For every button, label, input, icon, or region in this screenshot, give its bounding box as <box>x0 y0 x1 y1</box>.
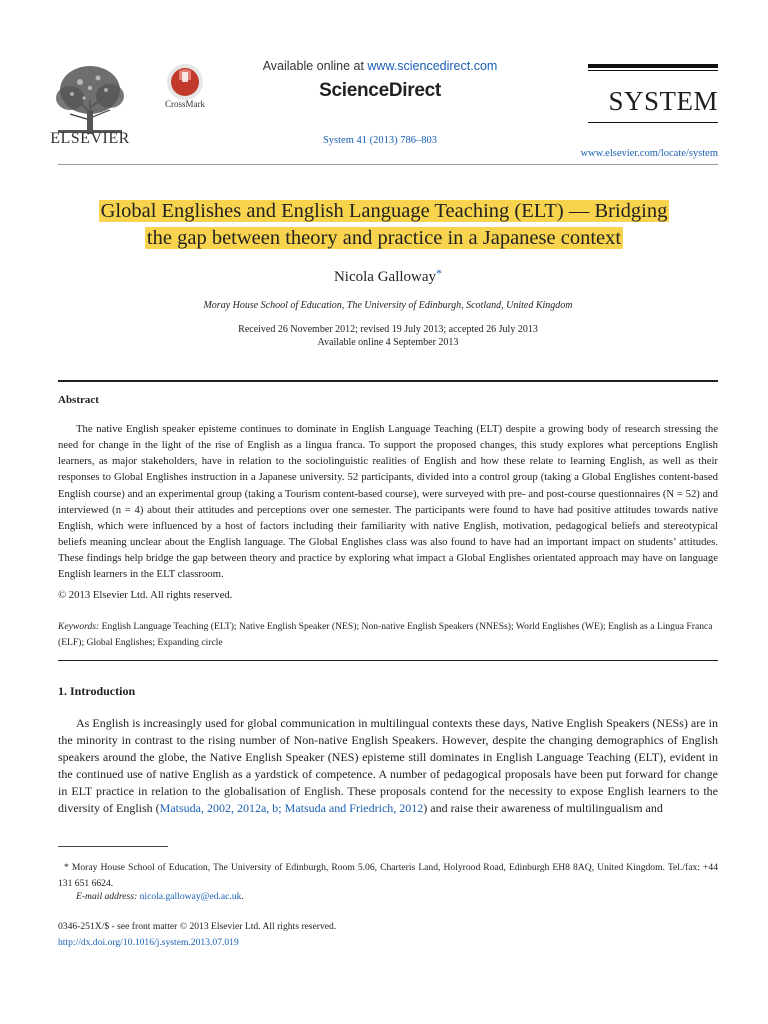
doi-link[interactable]: http://dx.doi.org/10.1016/j.system.2013.07.019 <box>58 936 239 948</box>
abstract-paragraph: The native English speaker episteme continues to dominate in English Language Teaching (ELT) despite a growing body of research stressing the need for change in the light of the rise of English as a lingua franca. To support the proposed changes, this study explores what perceptions English learners, as major stakeholders, have in relation to the sociolinguistic realities of English and how these relate to learning English, as well as their responses to Global Englishes instruction in a Japanese university. 52 participants, divided into a control group (taking a Global Englishes content-based English course) and an experimental group (taking a Tourism content-based course), were surveyed with pre- and post-course questionnaires (N = 52) and interviewed (n = 4) about their attitudes and perceptions over one semester. The participants were found to have had positive attitudes towards native English, which were influenced by a host of factors including their familiarity with native English, motivation, pedagogical beliefs and stereotypical beliefs meaning unclear about the English language. The Global Englishes class was also found to have had an important impact on students’ attitudes. These findings help bridge the gap between theory and practice by exploring what impact a Global Englishes orientated approach may have on language English learners in the ELT classroom. <box>58 423 718 581</box>
author-line <box>58 266 718 286</box>
intro-text-part-1: As English is increasingly used for global communication in multilingual contexts these days, Native English Speakers (NESs) are in the minority in contrast to the rising number of Non-native English Speakers. However, despite the changing demographics of English speakers around the globe, the Native English Speaker (NES) episteme still dominates in English Language Teaching (ELT), evident in the continued use of native English as a yardstick of competence. A number of pedagogical proposals have been put forward for change in ELT practice in relation to the globalisation of English. These proposals contend for the necessity to expose English learners to the diversity of English ( <box>58 716 718 816</box>
email-end: . <box>241 891 244 902</box>
email-label: E-mail address: <box>76 891 138 902</box>
journal-homepage-link[interactable]: www.elsevier.com/locate/system <box>580 148 718 159</box>
keywords <box>58 619 718 650</box>
footnote-email-line <box>76 891 244 902</box>
availability-line <box>240 59 520 73</box>
abstract-text <box>58 421 718 583</box>
received-dates: Received 26 November 2012; revised 19 July 2013; accepted 26 July 2013 <box>238 324 538 335</box>
availability-prefix: Available online at <box>262 59 368 73</box>
crossmark-label: CrossMark <box>165 99 205 109</box>
sciencedirect-logo: ScienceDirect <box>319 80 441 101</box>
citation-link[interactable]: Matsuda, 2002, 2012a, b; Matsuda and Friedrich, 2012 <box>159 801 424 816</box>
journal-rule-mid <box>588 70 718 71</box>
author-name: Nicola Galloway <box>333 269 437 285</box>
abstract-rule-bottom <box>58 660 718 661</box>
title-line-2: the gap between theory and practice in a Japanese context <box>146 227 622 249</box>
footnote-marker: * <box>64 862 69 873</box>
journal-reference[interactable]: System 41 (2013) 786–803 <box>322 135 438 146</box>
journal-rule-top <box>588 64 718 68</box>
author-affiliation: Moray House School of Education, The University of Edinburgh, Scotland, United Kingdom <box>203 300 573 311</box>
keywords-label: Keywords: <box>58 621 100 632</box>
journal-name: SYSTEM <box>608 86 718 116</box>
author-footnote-marker[interactable]: * <box>436 266 443 280</box>
header-divider <box>58 164 718 165</box>
footnote-text: Moray House School of Education, The University of Edinburgh, Room 5.06, Charteris Land, Holyrood Road, Edinburgh EH8 8AQ, United Kingdom. Tel./fax: +44 131 651 6624. <box>58 862 718 889</box>
issn-line: 0346-251X/$ - see front matter © 2013 Elsevier Ltd. All rights reserved. <box>58 921 337 932</box>
footnote-divider <box>58 846 168 847</box>
introduction-text <box>58 715 718 818</box>
intro-text-part-2: ) and raise their awareness of multilingualism and <box>423 801 663 816</box>
available-online-date: Available online 4 September 2013 <box>317 337 459 348</box>
article-title <box>50 198 718 252</box>
publisher-name: ELSEVIER <box>50 130 130 147</box>
introduction-paragraph <box>58 715 718 818</box>
email-link[interactable]: nicola.galloway@ed.ac.uk <box>139 891 242 902</box>
article-history <box>58 323 718 349</box>
sciencedirect-link[interactable]: www.sciencedirect.com <box>367 59 498 73</box>
front-matter <box>58 919 336 950</box>
abstract-rule-top <box>58 380 718 382</box>
journal-rule-bottom <box>588 122 718 123</box>
author-footnote <box>58 860 718 891</box>
title-line-1: Global Englishes and English Language Teaching (ELT) — Bridging <box>100 200 668 222</box>
abstract-heading: Abstract <box>58 394 99 406</box>
keywords-list: English Language Teaching (ELT); Native English Speaker (NES); Non-native English Speakers (NNESs); World Englishes (WE); English as a Lingua Franca (ELF); Global Englishes; Expanding circle <box>58 621 713 648</box>
section-heading-introduction: 1. Introduction <box>58 684 136 698</box>
abstract-copyright: © 2013 Elsevier Ltd. All rights reserved. <box>58 589 233 601</box>
